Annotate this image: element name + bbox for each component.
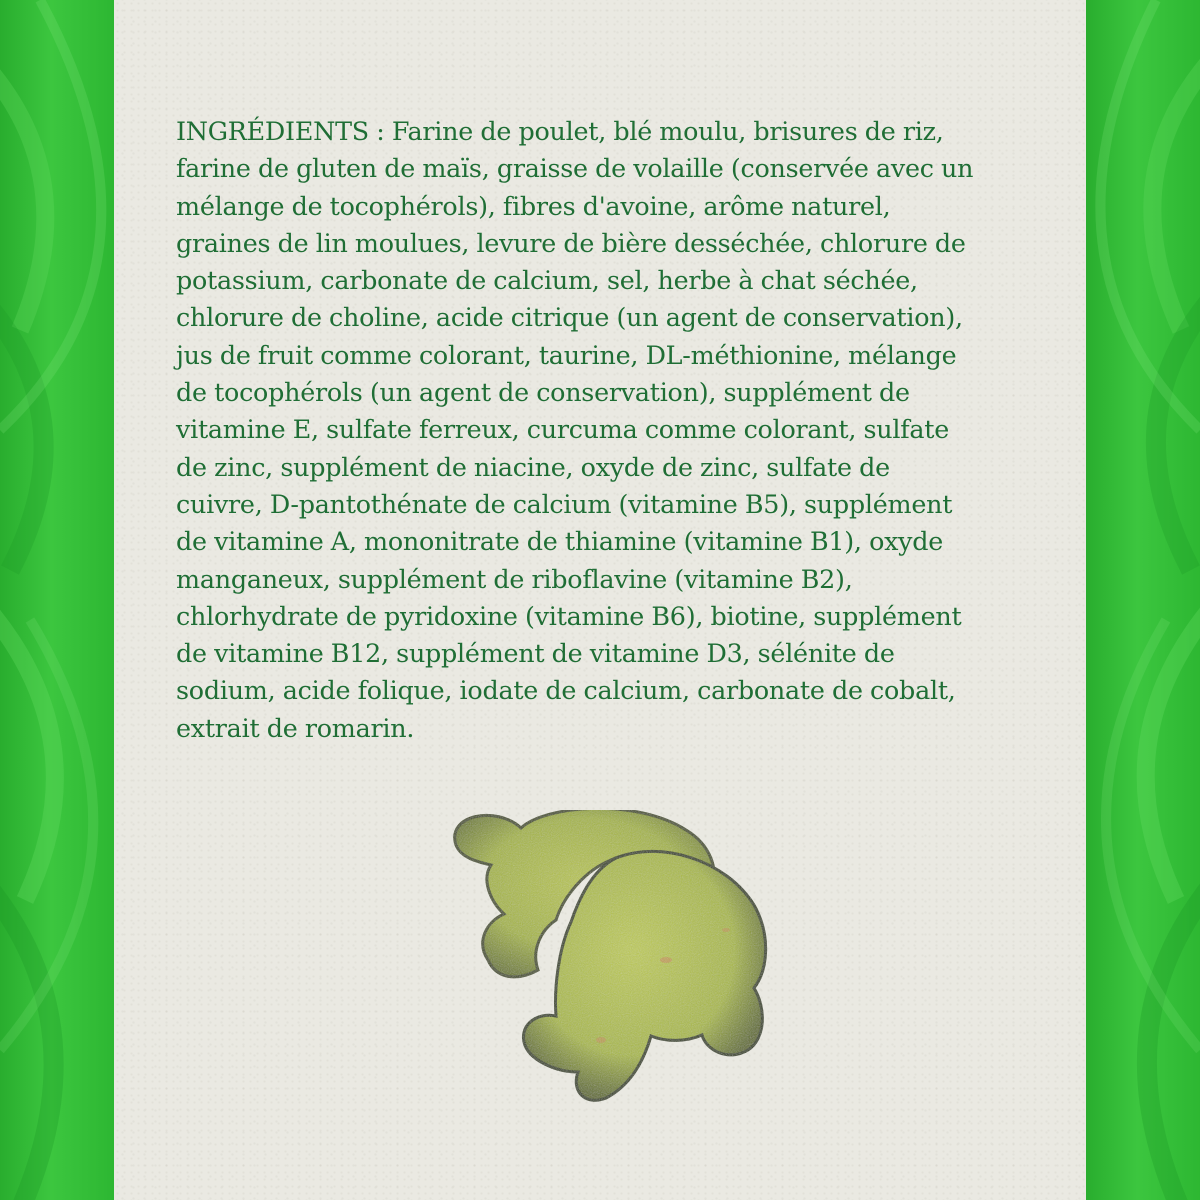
ingredients-paragraph: [176, 113, 1038, 747]
turtle-treat-image: [436, 810, 776, 1110]
left-band-pattern: [0, 0, 114, 1200]
ingredients-panel: [114, 0, 1086, 1200]
left-green-band: [0, 0, 114, 1200]
ingredients-text: Farine de poulet, blé moulu, brisures de riz, farine de gluten de maïs, graisse de volaille (conservée avec un mélange de tocophérols), fibres d'avoine, arôme naturel, graines de lin moulues, levure de bière desséchée, chlorure de potassium, carbonate de calcium, sel, herbe à chat séchée, chlorure de choline, acide citrique (un agent de conservation), jus de fruit comme colorant, taurine, DL-méthionine, mélange de tocophérols (un agent de conservation), supplément de vitamine E, sulfate ferreux, curcuma comme colorant, sulfate de zinc, supplément de niacine, oxyde de zinc, sulfate de cuivre, D-pantothénate de calcium (vitamine B5), supplément de vitamine A, mononitrate de thiamine (vitamine B1), oxyde manganeux, supplément de riboflavine (vitamine B2), chlorhydrate de pyridoxine (vitamine B6), biotine, supplément de vitamine B12, supplément de vitamine D3, sélénite de sodium, acide folique, iodate de calcium, carbonate de cobalt, extrait de romarin.: [176, 116, 974, 743]
right-green-band: [1086, 0, 1200, 1200]
ingredients-label: INGRÉDIENTS :: [176, 116, 392, 146]
right-band-pattern: [1086, 0, 1200, 1200]
